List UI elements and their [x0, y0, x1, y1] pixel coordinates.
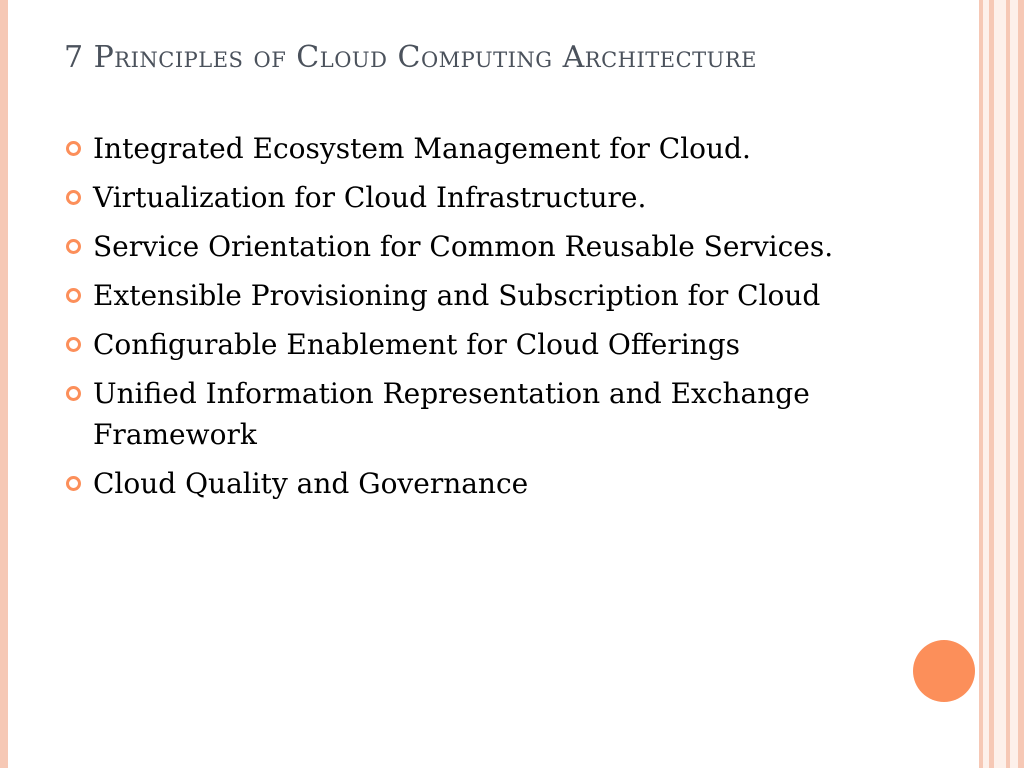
list-item: [64, 177, 844, 218]
circle-outline-icon: [66, 190, 81, 205]
slide-title: 7 Principles of Cloud Computing Architecture: [64, 40, 758, 75]
circle-outline-icon: [66, 337, 81, 352]
circle-outline-icon: [66, 476, 81, 491]
bullet-text: Virtualization for Cloud Infrastructure.: [93, 181, 647, 214]
bullet-text: Extensible Provisioning and Subscription for Cloud: [93, 279, 821, 312]
bullet-text: Unified Information Representation and Exchange Framework: [93, 377, 810, 451]
list-item: [64, 324, 844, 365]
list-item: [64, 226, 844, 267]
left-border: [0, 0, 8, 768]
list-item: [64, 373, 844, 455]
circle-outline-icon: [66, 141, 81, 156]
right-stripe: [1010, 0, 1018, 768]
right-stripe: [1018, 0, 1024, 768]
right-stripe: [994, 0, 1006, 768]
decorative-circle: [913, 640, 975, 702]
circle-outline-icon: [66, 386, 81, 401]
bullet-text: Cloud Quality and Governance: [93, 467, 529, 500]
bullet-text: Integrated Ecosystem Management for Cloud.: [93, 132, 751, 165]
circle-outline-icon: [66, 239, 81, 254]
list-item: [64, 463, 844, 504]
bullet-text: Service Orientation for Common Reusable Services.: [93, 230, 834, 263]
bullet-text: Configurable Enablement for Cloud Offerings: [93, 328, 740, 361]
list-item: [64, 128, 844, 169]
bullet-list: [64, 128, 844, 512]
list-item: [64, 275, 844, 316]
circle-outline-icon: [66, 288, 81, 303]
